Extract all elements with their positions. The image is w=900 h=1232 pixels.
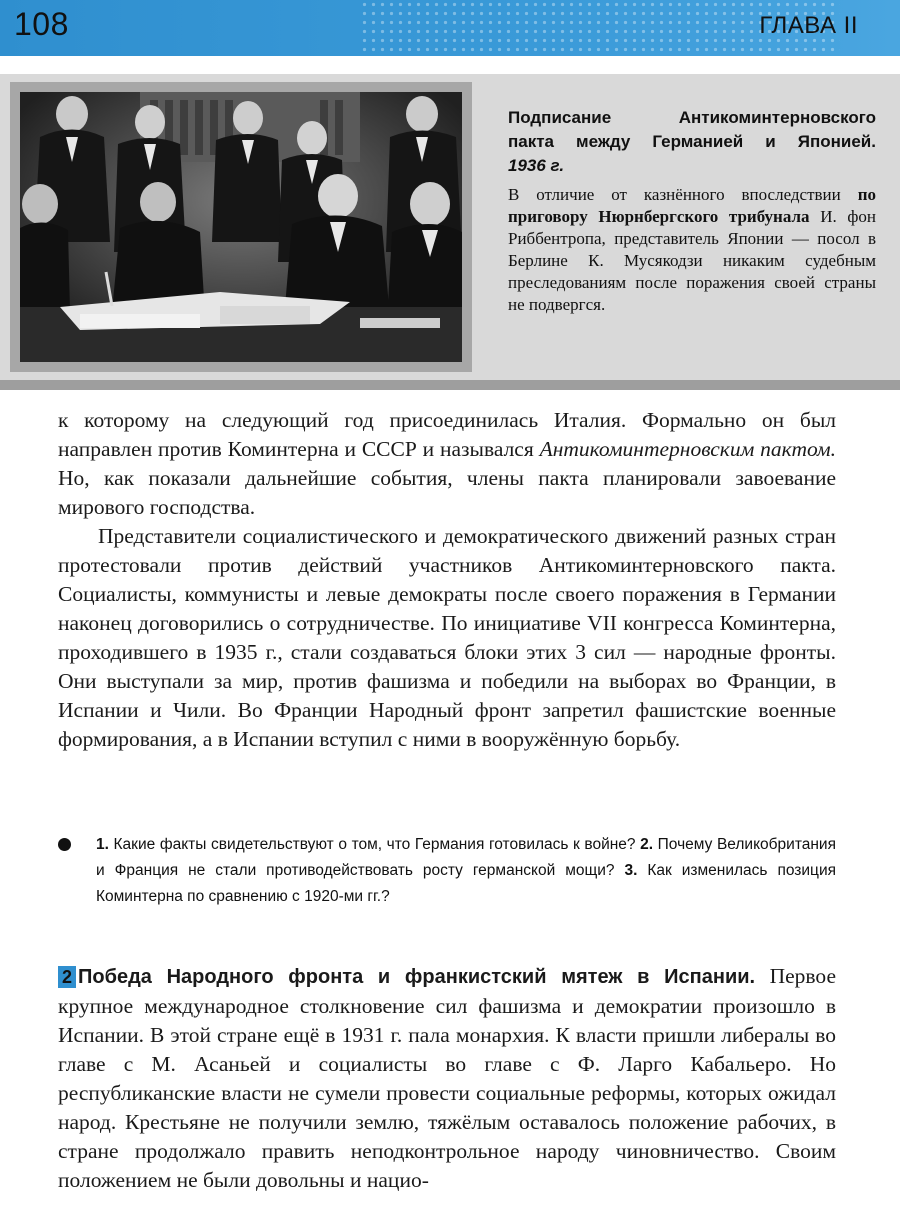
- question-1: Какие факты свидетельствуют о том, что Германия готовилась к войне?: [108, 836, 641, 853]
- chapter-title: ГЛАВА II: [759, 12, 858, 39]
- question-2: Почему Великобритания и Франция не стали противодействовать росту германской мощи?: [96, 836, 836, 879]
- bullet-icon: [58, 838, 71, 851]
- paragraph-1-italic: Антикоминтерновским пактом.: [539, 437, 837, 461]
- caption-year: 1936 г.: [508, 156, 565, 175]
- photo-frame: [10, 82, 472, 372]
- paragraph-1-start: к которому на следующий год присоединилась Италия. Формально он был направлен против Коминтерна и СССР и назывался: [58, 408, 836, 461]
- question-3-number: 3.: [624, 862, 638, 879]
- photo-illustration: [20, 92, 462, 362]
- section-title: Победа Народного фронта и франкистский мятеж в Испании.: [78, 966, 756, 988]
- page-number: 108: [14, 6, 69, 42]
- caption-text-end: И. фон Риббентропа, представитель Японии — посол в Берлине К. Мусякодзи никаким судебным преследованиям после поражения своей страны не подвергся.: [508, 207, 876, 314]
- section-2-paragraph: [58, 962, 836, 1195]
- paragraph-1-end: Но, как показали дальнейшие события, члены пакта планировали завоевание мирового господства.: [58, 466, 836, 519]
- caption-title-line-1: Подписание Антикоминтерновского: [508, 108, 876, 127]
- historical-photo: [20, 92, 462, 362]
- figure-box: [0, 74, 900, 390]
- section-text: Первое крупное международное столкновение сил фашизма и демократии произошло в Испании. В этой стране ещё в 1931 г. пала монархия. К власти пришли либералы во главе с М. Асаньей и социалисты во главе с Ф. Ларго Кабальеро. Но республиканские власти не сумели провести социальные реформы, которых ожидал народ. Крестьяне не получили землю, тяжёлым оставалось положение рабочих, в стране продолжало править неподконтрольное народу чиновничество. Своим положением не были довольны и нацио-: [58, 964, 836, 1192]
- question-2-number: 2.: [640, 836, 654, 853]
- caption-text-start: В отличие от казнённого впоследствии: [508, 185, 858, 204]
- paragraph-1: [58, 406, 836, 522]
- figure-caption: [508, 106, 876, 316]
- question-3: Как изменилась позиция Коминтерна по сравнению с 1920-ми гг.?: [96, 862, 836, 905]
- section-2: [58, 962, 836, 1195]
- page-header: [0, 0, 900, 56]
- review-questions: [58, 832, 836, 910]
- section-number-badge: 2: [58, 966, 76, 988]
- caption-title-line-2: пакта между Германией и Японией.: [508, 132, 876, 151]
- question-1-number: 1.: [96, 836, 109, 853]
- caption-bold-text: по приговору Нюрнбергского трибунала: [508, 185, 876, 226]
- main-text: [58, 406, 836, 754]
- figure-bottom-strip: [0, 380, 900, 390]
- caption-text: [508, 184, 876, 316]
- questions-text: [96, 832, 836, 910]
- paragraph-2: Представители социалистического и демократического движений разных стран протестовали против действий участников Антикоминтерновского пакта. Социалисты, коммунисты и левые демократы после своего поражения в Германии наконец договорились о сотрудничестве. По инициативе VII конгресса Коминтерна, проходившего в 1935 г., стали создаваться блоки этих 3 сил — народные фронты. Они выступали за мир, против фашизма и победили на выборах во Франции, в Испании и Чили. Во Франции Народный фронт запретил фашистские военные формирования, а в Испании вступил с ними в вооружённую борьбу.: [58, 524, 836, 751]
